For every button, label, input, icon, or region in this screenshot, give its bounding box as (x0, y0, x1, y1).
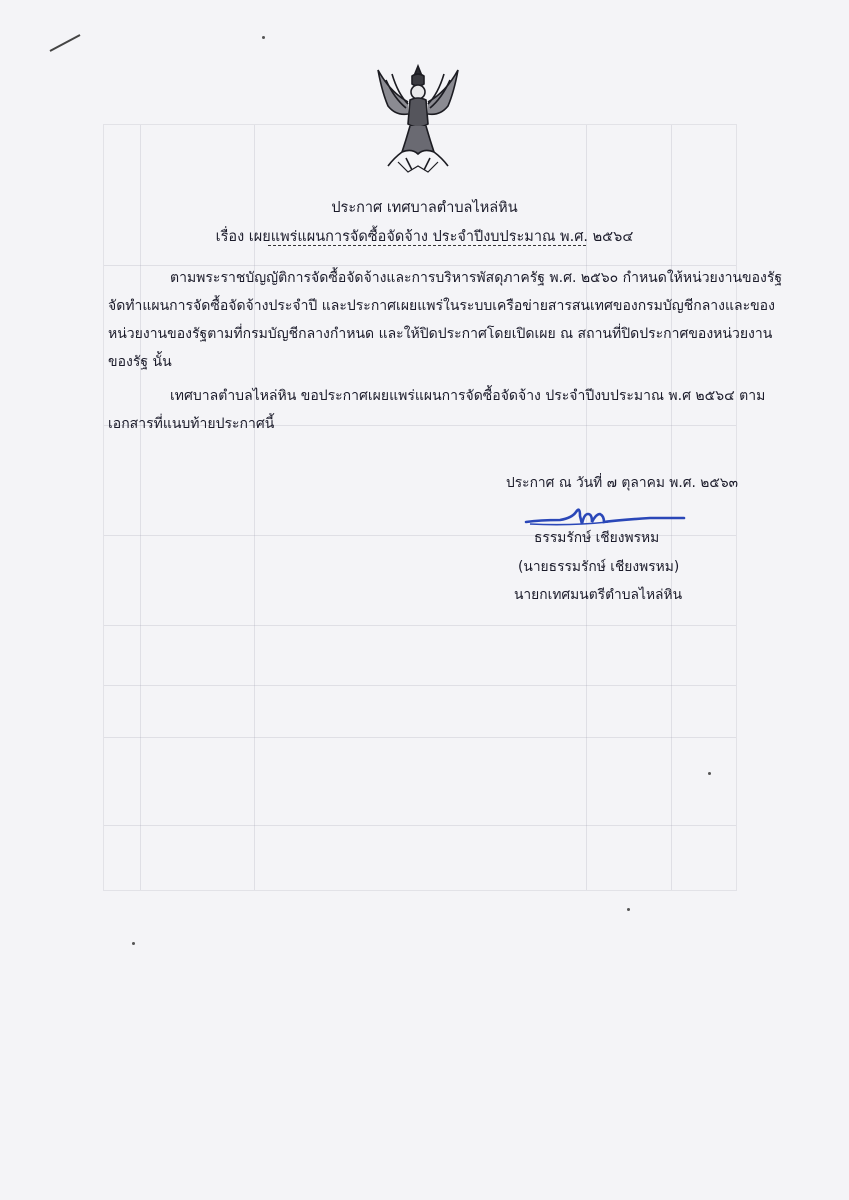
scan-speck (627, 908, 630, 911)
scan-speck (132, 942, 135, 945)
paragraph-2-line: เทศบาลตำบลไหล่หิน ขอประกาศเผยแพร่แผนการจัดซื้อจัดจ้าง ประจำปีงบประมาณ พ.ศ ๒๕๖๔ ตาม (170, 388, 766, 404)
announcement-date: ประกาศ ณ วันที่ ๗ ตุลาคม พ.ศ. ๒๕๖๓ (506, 475, 739, 491)
signer-name: ธรรมรักษ์ เชียงพรหม (534, 530, 660, 546)
scan-speck (262, 36, 265, 39)
paragraph-1-line: หน่วยงานของรัฐตามที่กรมบัญชีกลางกำหนด และให้ปิดประกาศโดยเปิดเผย ณ สถานที่ปิดประกาศของหน่วยงาน (108, 326, 773, 342)
signer-position: นายกเทศมนตรีตำบลไหล่หิน (514, 587, 683, 603)
announcement-title: ประกาศ เทศบาลตำบลไหล่หิน (331, 200, 518, 216)
paragraph-1-line: ตามพระราชบัญญัติการจัดซื้อจัดจ้างและการบริหารพัสดุภาครัฐ พ.ศ. ๒๕๖๐ กำหนดให้หน่วยงานของรัฐ (170, 270, 783, 286)
scan-speck (708, 772, 711, 775)
title-divider (268, 245, 586, 246)
announcement-subject: เรื่อง เผยแพร่แผนการจัดซื้อจัดจ้าง ประจำปีงบประมาณ พ.ศ. ๒๕๖๔ (215, 229, 634, 245)
paragraph-1-line: จัดทำแผนการจัดซื้อจัดจ้างประจำปี และประกาศเผยแพร่ในระบบเครือข่ายสารสนเทศของกรมบัญชีกลางและของ (108, 298, 775, 314)
pen-mark (50, 34, 81, 52)
paragraph-1 (108, 264, 783, 376)
paragraph-2-line: เอกสารที่แนบท้ายประกาศนี้ (108, 416, 275, 432)
garuda-emblem-icon (372, 62, 464, 174)
signer-full-name: (นายธรรมรักษ์ เชียงพรหม) (518, 559, 680, 575)
paragraph-1-line: ของรัฐ นั้น (108, 354, 172, 370)
paragraph-2 (108, 382, 766, 438)
